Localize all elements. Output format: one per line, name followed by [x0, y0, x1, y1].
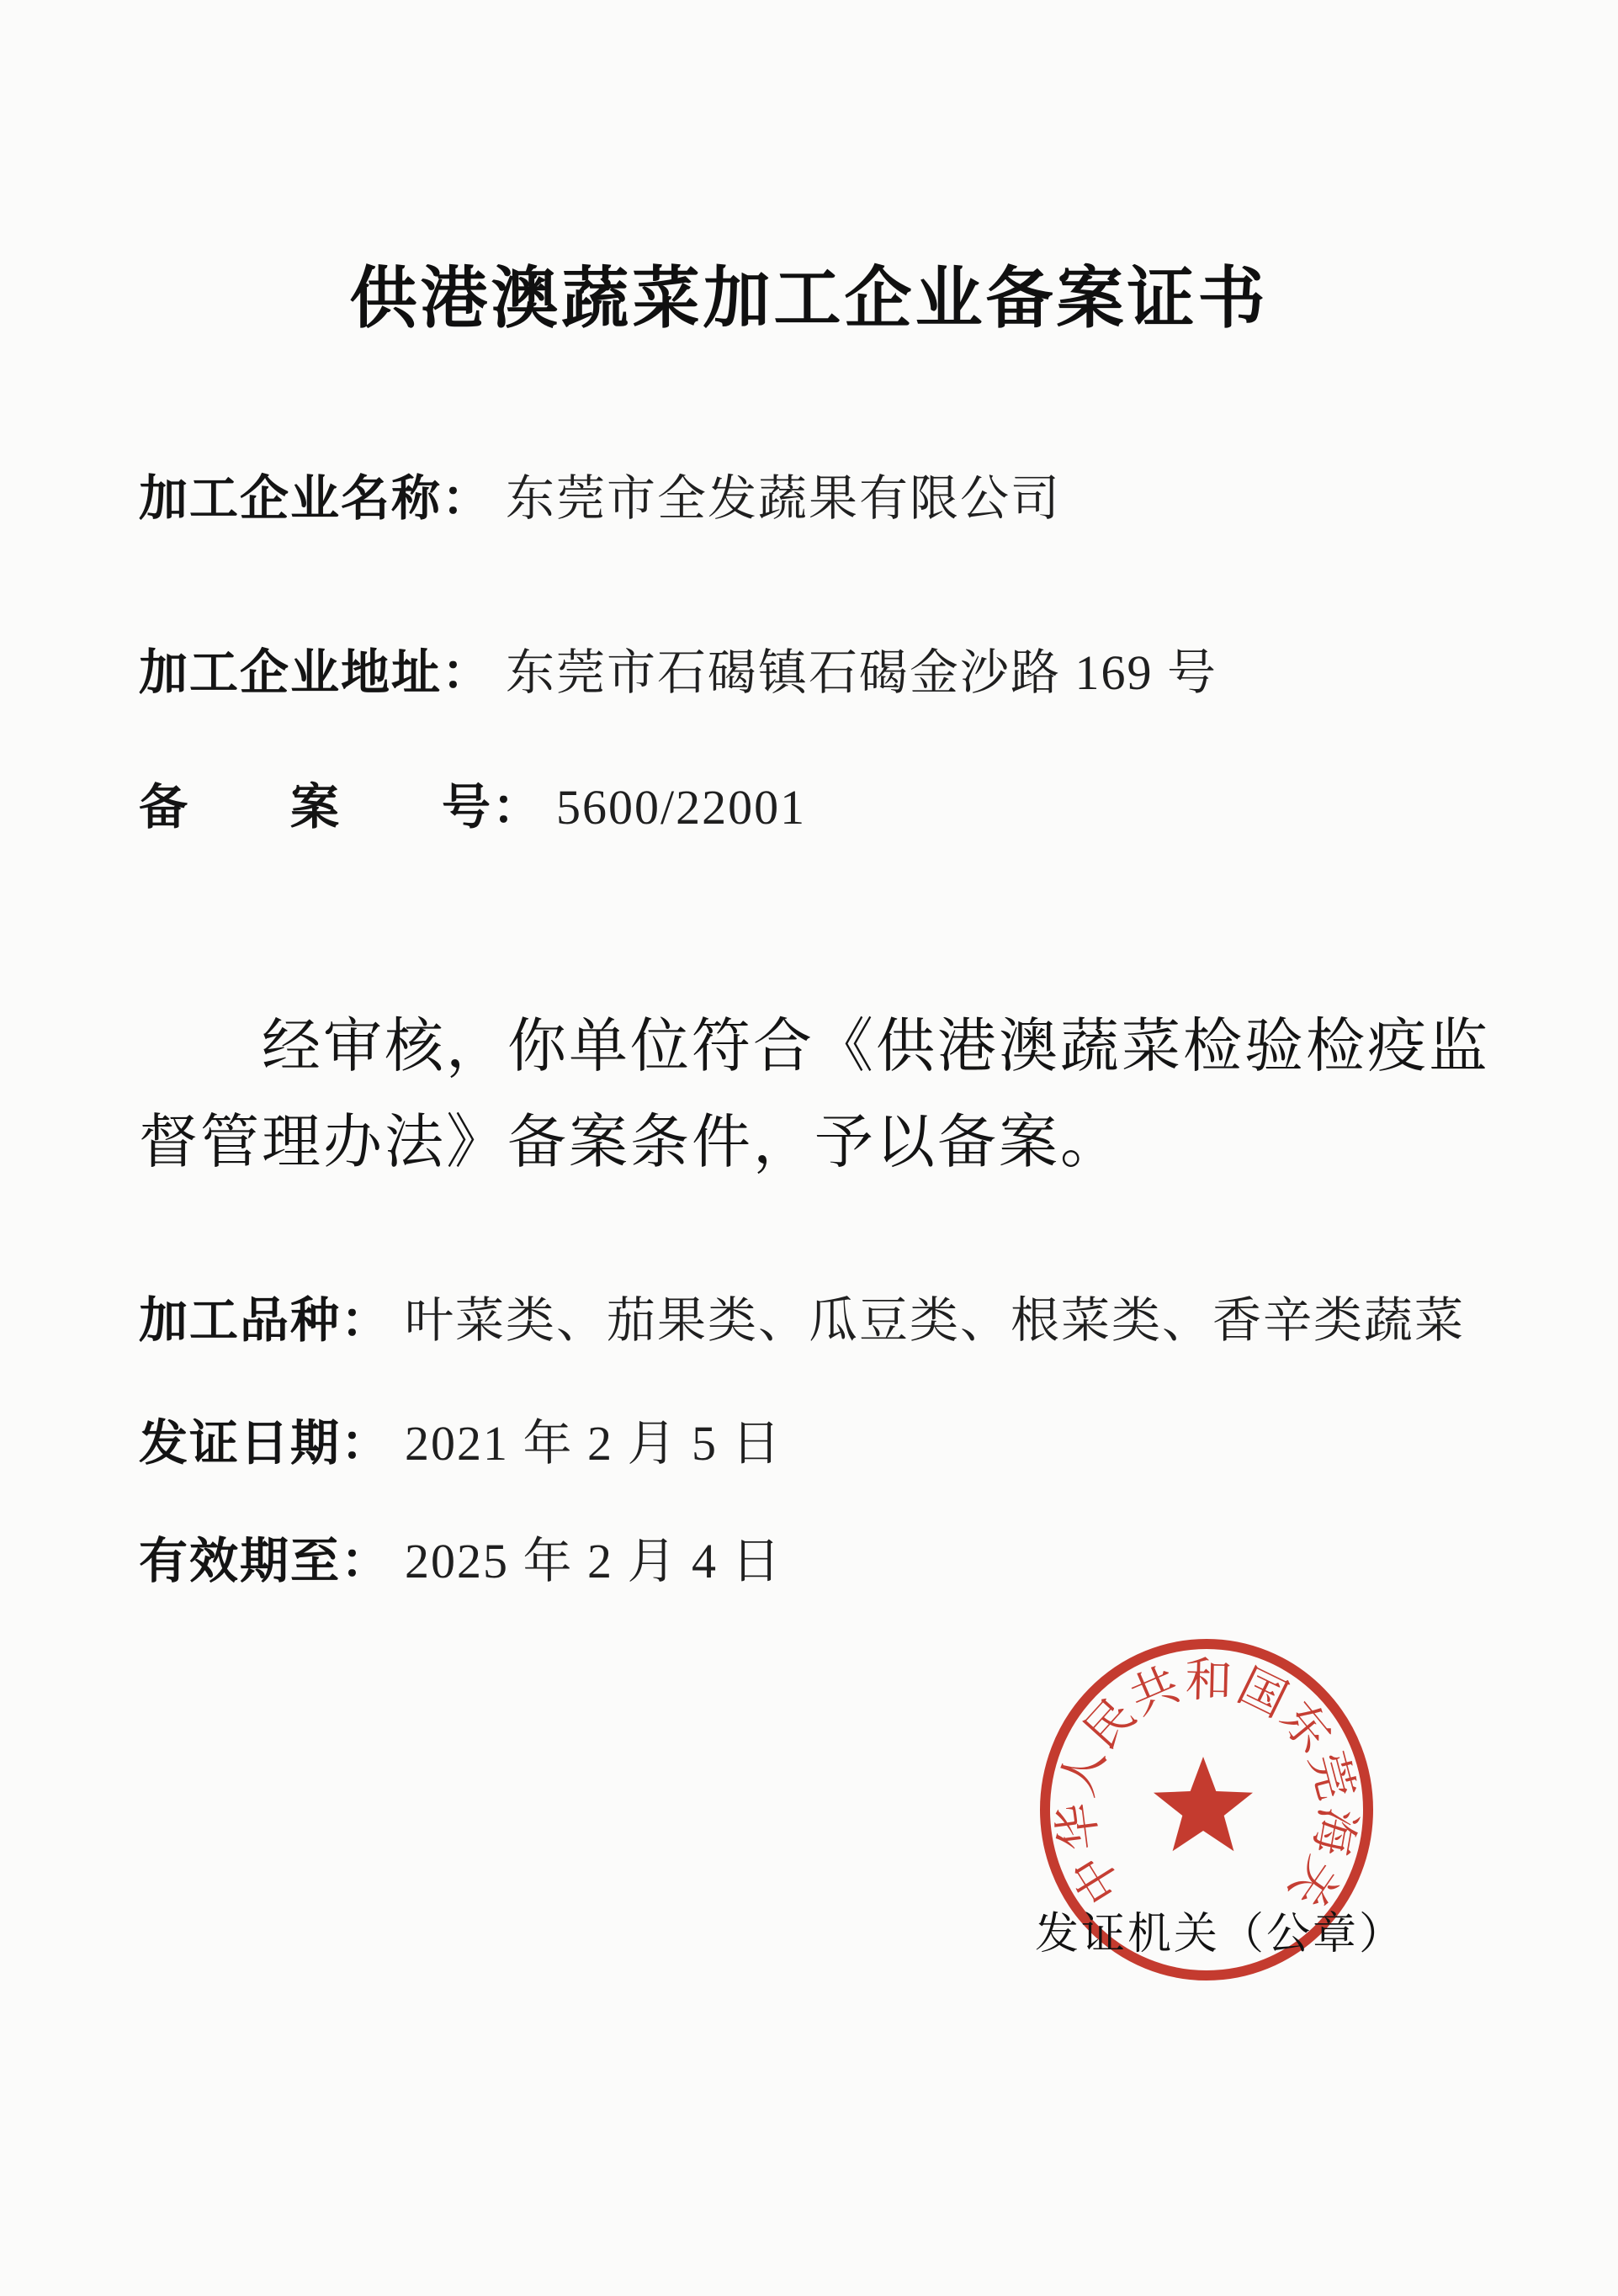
company-address-value: 东莞市石碣镇石碣金沙路 169 号 [506, 645, 1218, 700]
field-registration-number [139, 767, 806, 838]
processing-varieties-label: 加工品种： [139, 1293, 392, 1348]
field-company-address [139, 633, 1217, 703]
field-company-name [139, 459, 1061, 529]
field-processing-varieties [139, 1281, 1465, 1351]
company-name-label: 加工企业名称： [139, 471, 493, 526]
field-valid-until [139, 1521, 782, 1592]
approval-paragraph-line-1: 经审核，你单位符合《供港澳蔬菜检验检疫监 [262, 1015, 1490, 1079]
company-address-label: 加工企业地址： [139, 645, 493, 700]
processing-varieties-value: 叶菜类、茄果类、瓜豆类、根菜类、香辛类蔬菜 [405, 1293, 1466, 1348]
issue-date-value: 2021 年 2 月 5 日 [405, 1416, 782, 1471]
issuing-authority-line: 发证机关（公章） [1035, 1910, 1406, 1959]
valid-until-value: 2025 年 2 月 4 日 [405, 1534, 782, 1588]
field-issue-date [139, 1403, 782, 1474]
approval-paragraph-line-2: 督管理办法》备案条件，予以备案。 [139, 1111, 1122, 1175]
registration-number-label: 备 案 号： [139, 780, 544, 835]
company-name-value: 东莞市全发蔬果有限公司 [506, 471, 1062, 526]
seal-ring-text-content: 中华人民共和国东莞海关 [1049, 1654, 1364, 1918]
certificate-title: 供港澳蔬菜加工企业备案证书 [349, 260, 1269, 336]
registration-number-value: 5600/22001 [556, 780, 807, 835]
approval-paragraph [139, 1000, 1490, 1191]
red-star-icon [1154, 1757, 1253, 1851]
valid-until-label: 有效期至： [139, 1534, 392, 1588]
issue-date-label: 发证日期： [139, 1416, 392, 1471]
